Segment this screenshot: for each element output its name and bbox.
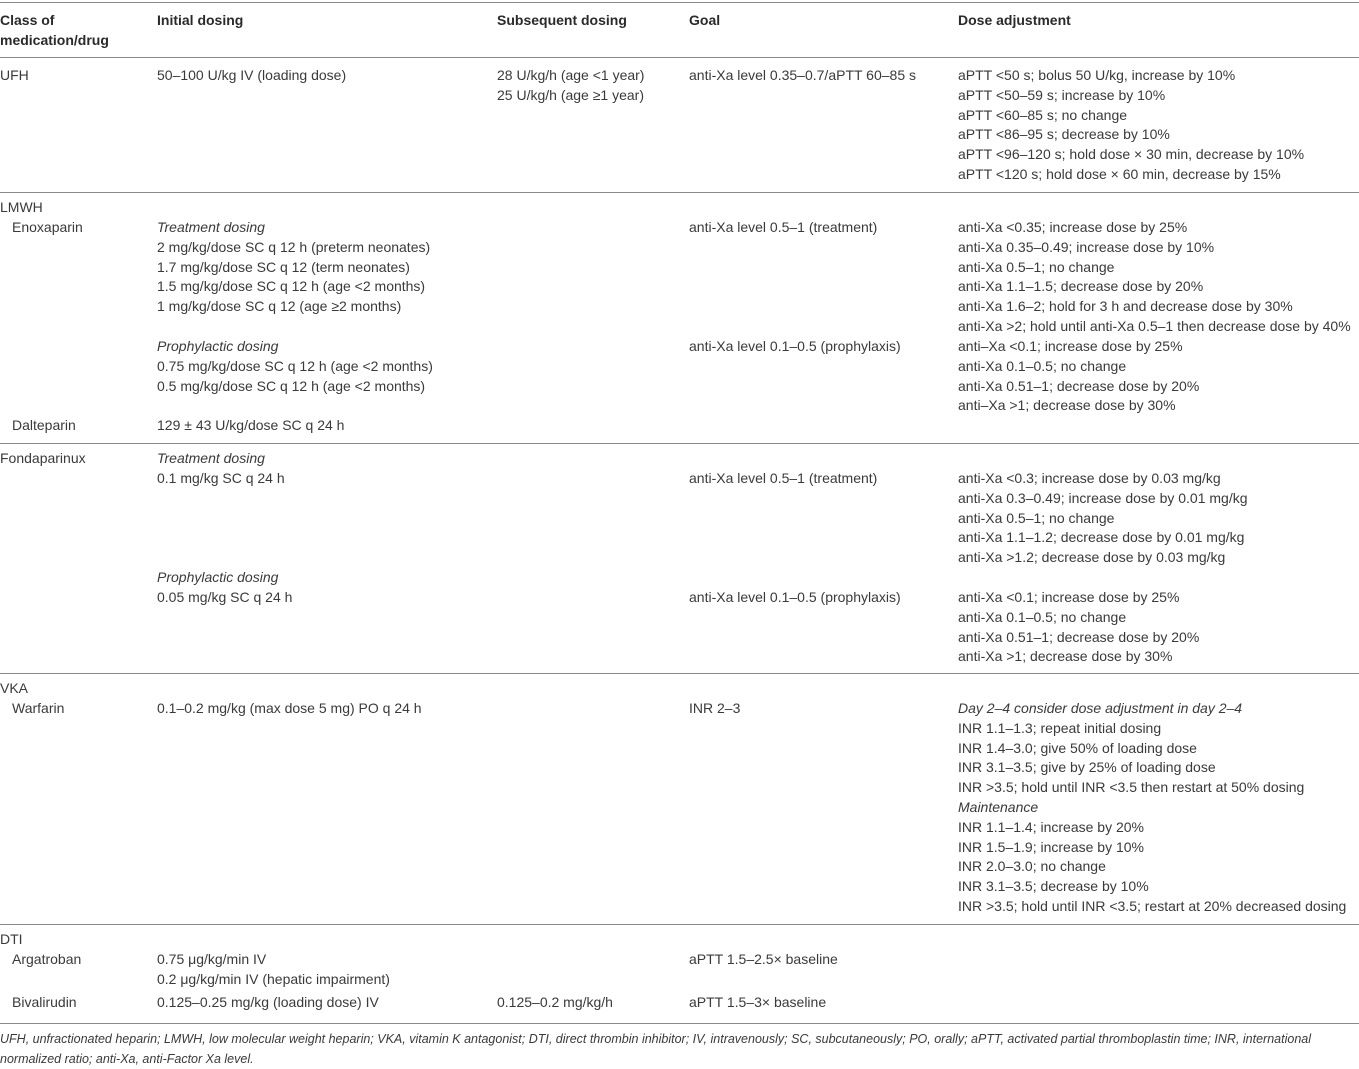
argatroban-initial-line: 0.2 μg/kg/min IV (hepatic impairment) — [157, 970, 390, 987]
fonda-treatment-dosing — [157, 449, 285, 489]
rule-top — [0, 2, 1359, 3]
vka-day-line: INR 1.4–3.0; give 50% of loading dose — [958, 739, 1197, 756]
prophylactic-dosing-heading: Prophylactic dosing — [157, 338, 279, 354]
enox-proph-line: 0.75 mg/kg/dose SC q 12 h (age <2 months) — [157, 357, 433, 374]
dalteparin-name: Dalteparin — [12, 417, 76, 433]
vka-maint-line: INR 3.1–3.5; decrease by 10% — [958, 878, 1149, 895]
enox-adjust-line: anti-Xa 1.6–2; hold for 3 h and decrease dose by 30% — [958, 298, 1293, 315]
bivalirudin-goal: aPTT 1.5–3× baseline — [689, 994, 827, 1010]
fonda-proph-line: 0.05 mg/kg SC q 24 h — [157, 588, 293, 605]
ufh-subsequent-line: 25 U/kg/h (age ≥1 year) — [497, 86, 644, 103]
fonda-treat-adjustment — [958, 469, 1248, 568]
enox-treat-goal: anti-Xa level 0.5–1 (treatment) — [689, 219, 878, 235]
header-class — [0, 10, 109, 50]
treatment-dosing-heading: Treatment dosing — [157, 450, 265, 466]
enox-proph-goal: anti-Xa level 0.1–0.5 (prophylaxis) — [689, 338, 901, 354]
header-goal: Goal — [689, 12, 721, 28]
fonda-treat-goal: anti-Xa level 0.5–1 (treatment) — [689, 470, 878, 486]
enox-treat-line: 1.5 mg/kg/dose SC q 12 h (age <2 months) — [157, 278, 426, 295]
ufh-subsequent — [497, 66, 644, 106]
maintenance-heading: Maintenance — [958, 798, 1039, 815]
fonda-adjust-line: anti-Xa 0.5–1; no change — [958, 509, 1115, 526]
enox-treat-line: 1.7 mg/kg/dose SC q 12 (term neonates) — [157, 258, 410, 275]
enox-adjust-line: anti-Xa >2; hold until anti-Xa 0.5–1 then decrease dose by 40% — [958, 317, 1351, 334]
enox-treat-line: 1 mg/kg/dose SC q 12 (age ≥2 months) — [157, 298, 402, 315]
ufh-initial: 50–100 U/kg IV (loading dose) — [157, 67, 347, 83]
bivalirudin-subsequent: 0.125–0.2 mg/kg/h — [497, 994, 613, 1010]
enox-treat-line: 2 mg/kg/dose SC q 12 h (preterm neonates) — [157, 238, 431, 255]
dalteparin-initial: 129 ± 43 U/kg/dose SC q 24 h — [157, 417, 345, 433]
vka-maint-line: INR 2.0–3.0; no change — [958, 858, 1106, 875]
enox-proph-adjust-line: anti-Xa 0.51–1; decrease dose by 20% — [958, 377, 1200, 394]
fonda-proph-adjustment — [958, 588, 1199, 667]
ufh-adjust-line: aPTT <120 s; hold dose × 60 min, decrease by 15% — [958, 165, 1281, 182]
argatroban-name: Argatroban — [12, 951, 82, 967]
fonda-adjust-line: anti-Xa 0.3–0.49; increase dose by 0.01 mg/kg — [958, 489, 1248, 506]
header-initial: Initial dosing — [157, 12, 244, 28]
ufh-subsequent-line: 28 U/kg/h (age <1 year) — [497, 67, 645, 83]
fonda-adjust-line: anti-Xa >1.2; decrease dose by 0.03 mg/kg — [958, 549, 1226, 566]
enox-proph-line: 0.5 mg/kg/dose SC q 12 h (age <2 months) — [157, 377, 426, 394]
argatroban-goal: aPTT 1.5–2.5× baseline — [689, 951, 838, 967]
rule-vka — [0, 924, 1359, 925]
bivalirudin-name: Bivalirudin — [12, 994, 77, 1010]
vka-maint-line: INR 1.1–1.4; increase by 20% — [958, 818, 1144, 835]
rule-ufh — [0, 192, 1359, 193]
bivalirudin-initial: 0.125–0.25 mg/kg (loading dose) IV — [157, 994, 379, 1010]
table-footnote: UFH, unfractionated heparin; LMWH, low molecular weight heparin; VKA, vitamin K antagonist; DTI, direct thrombin inhibitor; IV, intravenously; SC, subcutaneously; PO, orally; aPTT, activated partial thromboplastin time; INR, international normalized ratio; anti-Xa, anti-Factor Xa level. — [0, 1032, 1312, 1066]
enox-adjust-line: anti-Xa 0.5–1; no change — [958, 258, 1115, 275]
argatroban-initial-line: 0.75 μg/kg/min IV — [157, 951, 267, 967]
fonda-adjust-line: anti-Xa <0.3; increase dose by 0.03 mg/kg — [958, 470, 1221, 486]
header-class-line1: Class of — [0, 12, 55, 28]
prophylactic-dosing-heading: Prophylactic dosing — [157, 569, 279, 585]
enox-adjust-line: anti-Xa 0.35–0.49; increase dose by 10% — [958, 238, 1215, 255]
header-class-line2: medication/drug — [0, 32, 109, 48]
vka-class: VKA — [0, 680, 29, 696]
ufh-adjust-line: aPTT <96–120 s; hold dose × 30 min, decrease by 10% — [958, 146, 1305, 163]
enox-proph-adjust-line: anti-Xa 0.1–0.5; no change — [958, 357, 1127, 374]
rule-lmwh — [0, 443, 1359, 444]
fonda-prophylactic-dosing — [157, 568, 292, 608]
rule-header — [0, 57, 1359, 58]
treatment-dosing-heading: Treatment dosing — [157, 219, 265, 235]
header-subsequent: Subsequent dosing — [497, 12, 627, 28]
dti-class: DTI — [0, 931, 23, 947]
fonda-proph-adjust-line: anti-Xa >1; decrease dose by 30% — [958, 648, 1173, 665]
fonda-treat-line: 0.1 mg/kg SC q 24 h — [157, 469, 285, 486]
enoxaparin-name: Enoxaparin — [12, 219, 83, 235]
ufh-adjust-line: aPTT <86–95 s; decrease by 10% — [958, 126, 1170, 143]
vka-day-line: INR 3.1–3.5; give by 25% of loading dose — [958, 759, 1216, 776]
fondaparinux-class: Fondaparinux — [0, 450, 86, 466]
enoxaparin-prophylactic-dosing — [157, 337, 433, 396]
enox-proph-adjust-line: anti–Xa <0.1; increase dose by 25% — [958, 338, 1183, 354]
vka-maint-line: INR >3.5; hold until INR <3.5; restart at 20% decreased dosing — [958, 897, 1347, 914]
enox-treat-adjustment — [958, 218, 1351, 337]
fonda-proph-adjust-line: anti-Xa 0.1–0.5; no change — [958, 608, 1127, 625]
rule-bottom — [0, 1023, 1359, 1024]
enox-adjust-line: anti-Xa 1.1–1.5; decrease dose by 20% — [958, 278, 1204, 295]
vka-maint-line: INR 1.5–1.9; increase by 10% — [958, 838, 1144, 855]
vka-day-line: INR 1.1–1.3; repeat initial dosing — [958, 719, 1162, 736]
enox-proph-adjust-line: anti–Xa >1; decrease dose by 30% — [958, 397, 1176, 414]
warfarin-initial: 0.1–0.2 mg/kg (max dose 5 mg) PO q 24 h — [157, 700, 422, 716]
warfarin-name: Warfarin — [12, 700, 65, 716]
day-adjust-heading: Day 2–4 consider dose adjustment in day 2–4 — [958, 700, 1243, 716]
header-adjustment: Dose adjustment — [958, 12, 1071, 28]
enoxaparin-treatment-dosing — [157, 218, 430, 317]
argatroban-initial — [157, 950, 390, 990]
vka-day-line: INR >3.5; hold until INR <3.5 then restart at 50% dosing — [958, 779, 1305, 796]
ufh-adjust-line: aPTT <50 s; bolus 50 U/kg, increase by 10% — [958, 67, 1236, 83]
rule-fonda — [0, 673, 1359, 674]
ufh-goal: anti-Xa level 0.35–0.7/aPTT 60–85 s — [689, 67, 917, 83]
ufh-class: UFH — [0, 67, 29, 83]
ufh-adjust-line: aPTT <50–59 s; increase by 10% — [958, 86, 1166, 103]
warfarin-adjustment — [958, 699, 1346, 917]
ufh-adjustment — [958, 66, 1304, 185]
fonda-adjust-line: anti-Xa 1.1–1.2; decrease dose by 0.01 mg/kg — [958, 529, 1245, 546]
lmwh-class: LMWH — [0, 199, 43, 215]
enox-proph-adjustment — [958, 337, 1199, 416]
ufh-adjust-line: aPTT <60–85 s; no change — [958, 106, 1128, 123]
fonda-proph-goal: anti-Xa level 0.1–0.5 (prophylaxis) — [689, 589, 901, 605]
fonda-proph-adjust-line: anti-Xa <0.1; increase dose by 25% — [958, 589, 1180, 605]
enox-adjust-line: anti-Xa <0.35; increase dose by 25% — [958, 219, 1188, 235]
warfarin-goal: INR 2–3 — [689, 700, 741, 716]
fonda-proph-adjust-line: anti-Xa 0.51–1; decrease dose by 20% — [958, 628, 1200, 645]
